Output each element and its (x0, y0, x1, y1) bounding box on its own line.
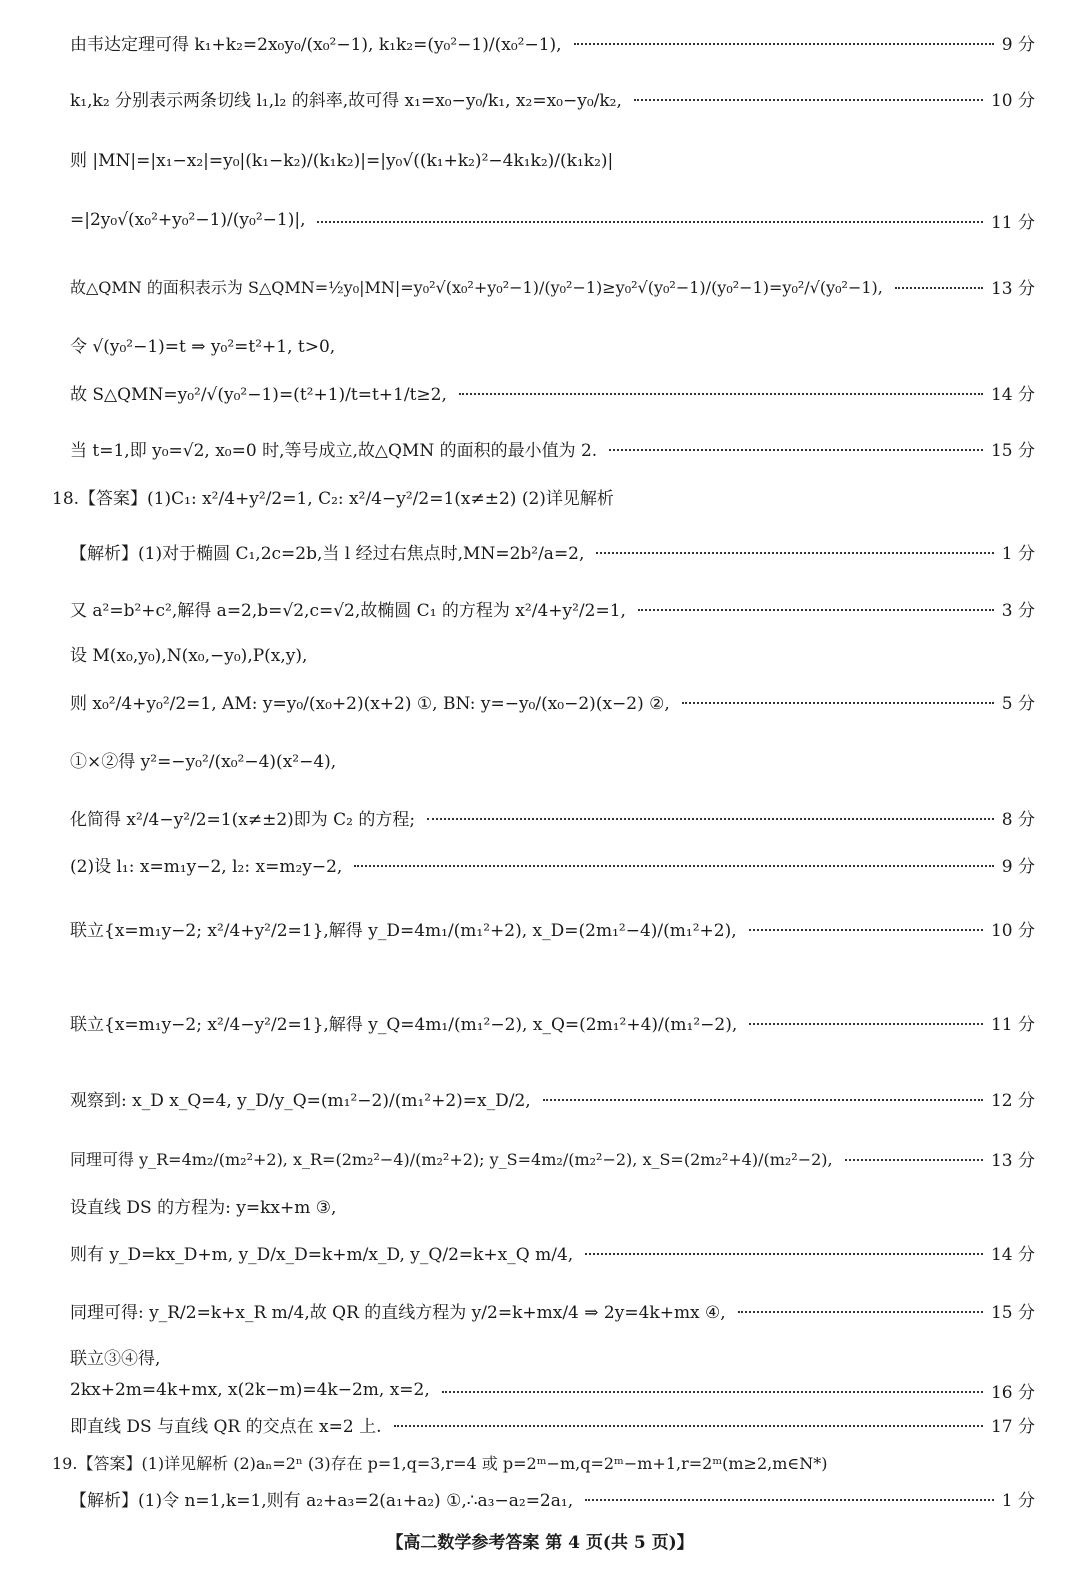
score-label: 13 分 (990, 278, 1035, 299)
answer-line (70, 904, 1035, 952)
formula-text: 联立③④得, (70, 1348, 161, 1369)
leader-dots (638, 609, 994, 611)
formula-text: 【解析】(1)对于椭圆 C₁,2c=2b,当 l 经过右焦点时,MN=2b²/a=2, (70, 543, 585, 564)
answer-line (70, 798, 1035, 836)
formula-text: k₁,k₂ 分别表示两条切线 l₁,l₂ 的斜率,故可得 x₁=x₀−y₀/k₁, x₂=x₀−y₀/k₂, (70, 90, 622, 111)
answer-line (70, 740, 1035, 778)
answer-line (70, 636, 1035, 670)
formula-text: 则有 y_D=kx_D+m, y_D/x_D=k+m/x_D, y_Q/2=k+x_Q m/4, (70, 1244, 574, 1265)
score-label: 10 分 (990, 90, 1035, 111)
answer-heading: 19.【答案】(1)详见解析 (2)aₙ=2ⁿ (3)存在 p=1,q=3,r=4 或 p=2ᵐ−m,q=2ᵐ−m+1,r=2ᵐ(m≥2,m∈N*) (52, 1453, 828, 1473)
formula-text: 设 M(x₀,y₀),N(x₀,−y₀),P(x,y), (70, 645, 308, 666)
formula-text: 联立{x=m₁y−2; x²/4+y²/2=1},解得 y_D=4m₁/(m₁²+2), x_D=(2m₁²−4)/(m₁²+2), (70, 920, 737, 941)
answer-line (70, 1188, 1035, 1222)
leader-dots (585, 1499, 994, 1501)
score-label: 16 分 (990, 1382, 1035, 1403)
leader-dots (585, 1253, 983, 1255)
leader-dots (738, 1311, 983, 1313)
formula-text: 【解析】(1)令 n=1,k=1,则有 a₂+a₃=2(a₁+a₂) ①,∴a₃−a₂=2a₁, (70, 1490, 574, 1511)
score-label: 1 分 (1001, 1490, 1035, 1511)
score-label: 5 分 (1001, 693, 1035, 714)
score-label: 11 分 (990, 1014, 1035, 1035)
answer-line (70, 372, 1035, 412)
formula-text: 同理可得: y_R/2=k+x_R m/4,故 QR 的直线方程为 y/2=k+mx/4 ⇒ 2y=4k+mx ④, (70, 1302, 726, 1323)
formula-text: 2kx+2m=4k+mx, x(2k−m)=4k−2m, x=2, (70, 1380, 430, 1400)
formula-text: 故△QMN 的面积表示为 S△QMN=½y₀|MN|=y₀²√(x₀²+y₀²−1)/(y₀²−1)≥y₀²√(y₀²−1)/(y₀²−1)=y₀²/√(y₀²−1), (70, 277, 883, 297)
answer-line (70, 430, 1035, 466)
leader-dots (749, 1023, 983, 1025)
leader-dots (845, 1159, 983, 1161)
score-label: 9 分 (1001, 34, 1035, 55)
answer-line (70, 1290, 1035, 1330)
leader-dots (459, 393, 983, 395)
answer-line (70, 1138, 1035, 1178)
answer-line (70, 24, 1035, 60)
score-label: 3 分 (1001, 600, 1035, 621)
leader-dots (317, 221, 982, 223)
score-label: 15 分 (990, 440, 1035, 461)
question-answer-line (52, 478, 1035, 514)
leader-dots (749, 929, 983, 931)
answer-line (70, 590, 1035, 626)
formula-text: 同理可得 y_R=4m₂/(m₂²+2), x_R=(2m₂²−4)/(m₂²+2); y_S=4m₂/(m₂²−2), x_S=(2m₂²+4)/(m₂²−2), (70, 1149, 833, 1169)
formula-text: 则 x₀²/4+y₀²/2=1, AM: y=y₀/(x₀+2)(x+2) ①, BN: y=−y₀/(x₀−2)(x−2) ②, (70, 693, 670, 714)
formula-text: 故 S△QMN=y₀²/√(y₀²−1)=(t²+1)/t=t+1/t≥2, (70, 384, 447, 405)
question-answer-line (52, 1446, 1035, 1478)
answer-line (70, 138, 1035, 178)
formula-text: 化简得 x²/4−y²/2=1(x≠±2)即为 C₂ 的方程; (70, 809, 416, 830)
answer-line (70, 1374, 1035, 1406)
formula-text: (2)设 l₁: x=m₁y−2, l₂: x=m₂y−2, (70, 856, 343, 877)
formula-text: =|2y₀√(x₀²+y₀²−1)/(y₀²−1)|, (70, 210, 306, 230)
answer-line (70, 1232, 1035, 1272)
score-label: 10 分 (990, 920, 1035, 941)
leader-dots (682, 702, 994, 704)
formula-text: 由韦达定理可得 k₁+k₂=2x₀y₀/(x₀²−1), k₁k₂=(y₀²−1)/(x₀²−1), (70, 34, 562, 55)
answer-line (70, 80, 1035, 116)
score-label: 9 分 (1001, 856, 1035, 877)
leader-dots (394, 1425, 983, 1427)
answer-line (70, 200, 1035, 240)
formula-text: 设直线 DS 的方程为: y=kx+m ③, (70, 1197, 337, 1218)
formula-text: 又 a²=b²+c²,解得 a=2,b=√2,c=√2,故椭圆 C₁ 的方程为 x²/4+y²/2=1, (70, 600, 626, 621)
score-label: 14 分 (990, 1244, 1035, 1265)
leader-dots (543, 1099, 983, 1101)
answer-line (70, 682, 1035, 720)
answer-line (70, 266, 1035, 306)
answer-line (70, 1408, 1035, 1440)
formula-text: 即直线 DS 与直线 QR 的交点在 x=2 上. (70, 1416, 382, 1437)
answer-line (70, 532, 1035, 570)
score-label: 15 分 (990, 1302, 1035, 1323)
score-label: 12 分 (990, 1090, 1035, 1111)
formula-text: 当 t=1,即 y₀=√2, x₀=0 时,等号成立,故△QMN 的面积的最小值为 2. (70, 440, 598, 461)
answer-heading: 18.【答案】(1)C₁: x²/4+y²/2=1, C₂: x²/4−y²/2=1(x≠±2) (2)详见解析 (52, 488, 614, 509)
formula-text: 则 |MN|=|x₁−x₂|=y₀|(k₁−k₂)/(k₁k₂)|=|y₀√((k₁+k₂)²−4k₁k₂)/(k₁k₂)| (70, 150, 614, 171)
answer-line (70, 1340, 1035, 1372)
answer-line (70, 848, 1035, 880)
score-label: 11 分 (990, 212, 1035, 233)
answer-line (70, 1078, 1035, 1118)
formula-text: 观察到: x_D x_Q=4, y_D/y_Q=(m₁²−2)/(m₁²+2)=x_D/2, (70, 1090, 531, 1111)
score-label: 1 分 (1001, 543, 1035, 564)
leader-dots (442, 1391, 983, 1393)
answer-line (70, 326, 1035, 362)
leader-dots (596, 552, 993, 554)
score-label: 14 分 (990, 384, 1035, 405)
leader-dots (574, 43, 994, 45)
leader-dots (354, 865, 993, 867)
page-footer: 【高二数学参考答案 第 4 页(共 5 页)】 (386, 1533, 694, 1553)
formula-text: ①×②得 y²=−y₀²/(x₀²−4)(x²−4), (70, 751, 337, 772)
leader-dots (427, 818, 994, 820)
formula-text: 联立{x=m₁y−2; x²/4−y²/2=1},解得 y_Q=4m₁/(m₁²−2), x_Q=(2m₁²+4)/(m₁²−2), (70, 1014, 738, 1035)
score-label: 13 分 (990, 1150, 1035, 1171)
leader-dots (895, 287, 983, 289)
answer-line (70, 1482, 1035, 1514)
formula-text: 令 √(y₀²−1)=t ⇒ y₀²=t²+1, t>0, (70, 336, 336, 357)
answer-line (70, 998, 1035, 1046)
leader-dots (609, 449, 983, 451)
score-label: 17 分 (990, 1416, 1035, 1437)
leader-dots (634, 99, 983, 101)
score-label: 8 分 (1001, 809, 1035, 830)
